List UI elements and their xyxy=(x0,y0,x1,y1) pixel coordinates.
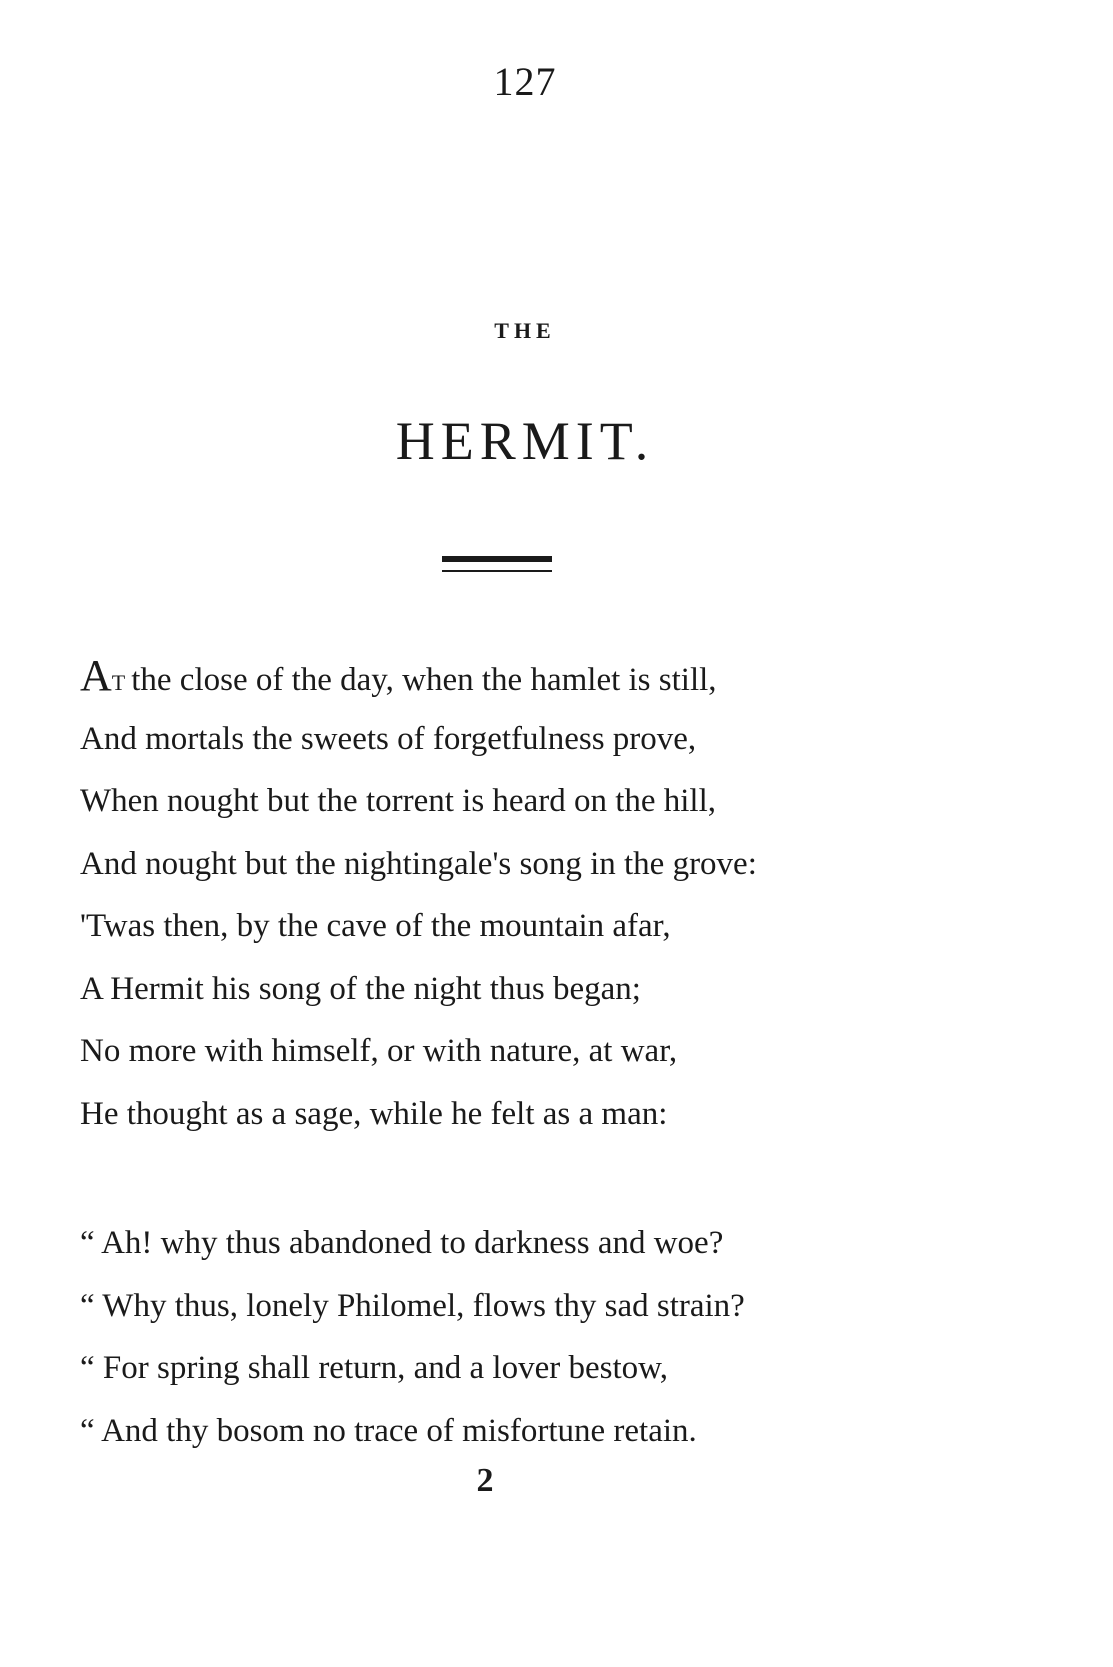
verse-line: He thought as a sage, while he felt as a man: xyxy=(80,1095,668,1132)
title-rule-thick xyxy=(442,556,552,562)
page-number: 127 xyxy=(493,59,557,104)
verse-line: And mortals the sweets of forgetfulness prove, xyxy=(80,720,697,757)
verse-line: “ For spring shall return, and a lover bestow, xyxy=(80,1350,669,1386)
pre-title: THE xyxy=(494,318,556,343)
verse-line: And nought but the nightingale's song in the grove: xyxy=(80,845,757,882)
verse-line xyxy=(80,645,980,708)
verse-line: No more with himself, or with nature, at war, xyxy=(80,1033,678,1069)
signature-mark: 2 xyxy=(476,1462,494,1499)
page-title: HERMIT. xyxy=(395,411,655,471)
verse-line: “ Why thus, lonely Philomel, flows thy sad strain? xyxy=(80,1287,745,1324)
small-caps-letter: T xyxy=(111,670,126,695)
verse-line: A Hermit his song of the night thus began; xyxy=(80,970,641,1007)
verse-line-text: the close of the day, when the hamlet is still, xyxy=(131,662,717,698)
title-rule-thin xyxy=(442,570,552,572)
verse-line: “ And thy bosom no trace of misfortune retain. xyxy=(80,1412,697,1449)
verse-line: When nought but the torrent is heard on the hill, xyxy=(80,783,717,819)
verse-line: 'Twas then, by the cave of the mountain afar, xyxy=(80,908,671,944)
stanza-1 xyxy=(80,645,980,1145)
verse-line: “ Ah! why thus abandoned to darkness and woe? xyxy=(80,1225,724,1261)
drop-letter: A xyxy=(80,651,112,700)
stanza-2 xyxy=(80,1212,980,1462)
